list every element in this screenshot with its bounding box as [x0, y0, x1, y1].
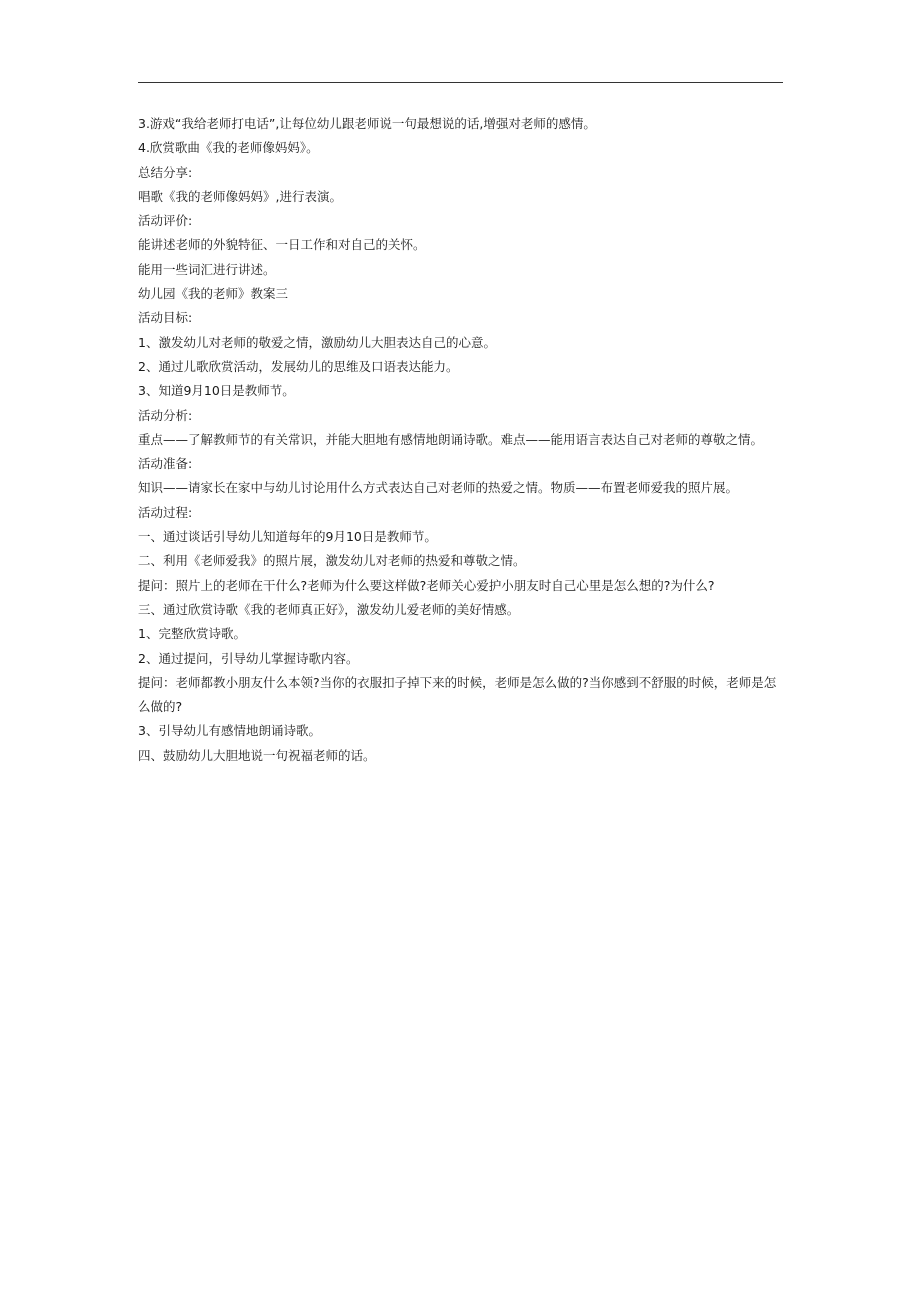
- paragraph: 提问：照片上的老师在干什么?老师为什么要这样做?老师关心爱护小朋友时自己心里是怎么想的?为什么?: [138, 577, 715, 593]
- paragraph: 1、完整欣赏诗歌。: [138, 626, 246, 642]
- paragraph: 4.欣赏歌曲《我的老师像妈妈》。: [138, 140, 319, 156]
- document-title: 幼儿园《我的老师》教案三: [138, 286, 289, 302]
- section-heading: 活动过程:: [138, 504, 193, 520]
- section-heading: 活动分析:: [138, 407, 193, 423]
- paragraph: 3、知道9月10日是教师节。: [138, 383, 295, 399]
- paragraph: 二、利用《老师爱我》的照片展，激发幼儿对老师的热爱和尊敬之情。: [138, 553, 526, 569]
- paragraph: 3.游戏“我给老师打电话”,让每位幼儿跟老师说一句最想说的话,增强对老师的感情。: [138, 116, 596, 131]
- paragraph: 一、通过谈话引导幼儿知道每年的9月10日是教师节。: [138, 529, 437, 545]
- paragraph: 能讲述老师的外貌特征、一日工作和对自己的关怀。: [138, 237, 426, 253]
- paragraph: 2、通过儿歌欣赏活动，发展幼儿的思维及口语表达能力。: [138, 358, 459, 374]
- paragraph: 三、通过欣赏诗歌《我的老师真正好》，激发幼儿爱老师的美好情感。: [138, 601, 520, 617]
- paragraph: 1、激发幼儿对老师的敬爱之情，激励幼儿大胆表达自己的心意。: [138, 334, 496, 350]
- section-heading: 总结分享:: [138, 164, 193, 180]
- section-heading: 活动评价:: [138, 213, 193, 229]
- document-body: [138, 112, 788, 768]
- paragraph: 3、引导幼儿有感情地朗诵诗歌。: [138, 723, 321, 739]
- paragraph: 唱歌《我的老师像妈妈》,进行表演。: [138, 188, 342, 204]
- paragraph: 四、鼓励幼儿大胆地说一句祝福老师的话。: [138, 747, 376, 763]
- paragraph: 能用一些词汇进行讲述。: [138, 261, 276, 277]
- section-heading: 活动目标:: [138, 310, 193, 326]
- paragraph: 2、通过提问，引导幼儿掌握诗歌内容。: [138, 650, 359, 666]
- paragraph: 重点——了解教师节的有关常识，并能大胆地有感情地朗诵诗歌。难点——能用语言表达自己对老师的尊敬之情。: [138, 431, 764, 447]
- header-rule: [138, 82, 783, 83]
- section-heading: 活动准备:: [138, 456, 193, 472]
- paragraph: 知识——请家长在家中与幼儿讨论用什么方式表达自己对老师的热爱之情。物质——布置老师爱我的照片展。: [138, 480, 739, 496]
- paragraph: 提问：老师都教小朋友什么本领?当你的衣服扣子掉下来的时候，老师是怎么做的?当你感到不舒服的时候，老师是怎么做的?: [138, 674, 777, 715]
